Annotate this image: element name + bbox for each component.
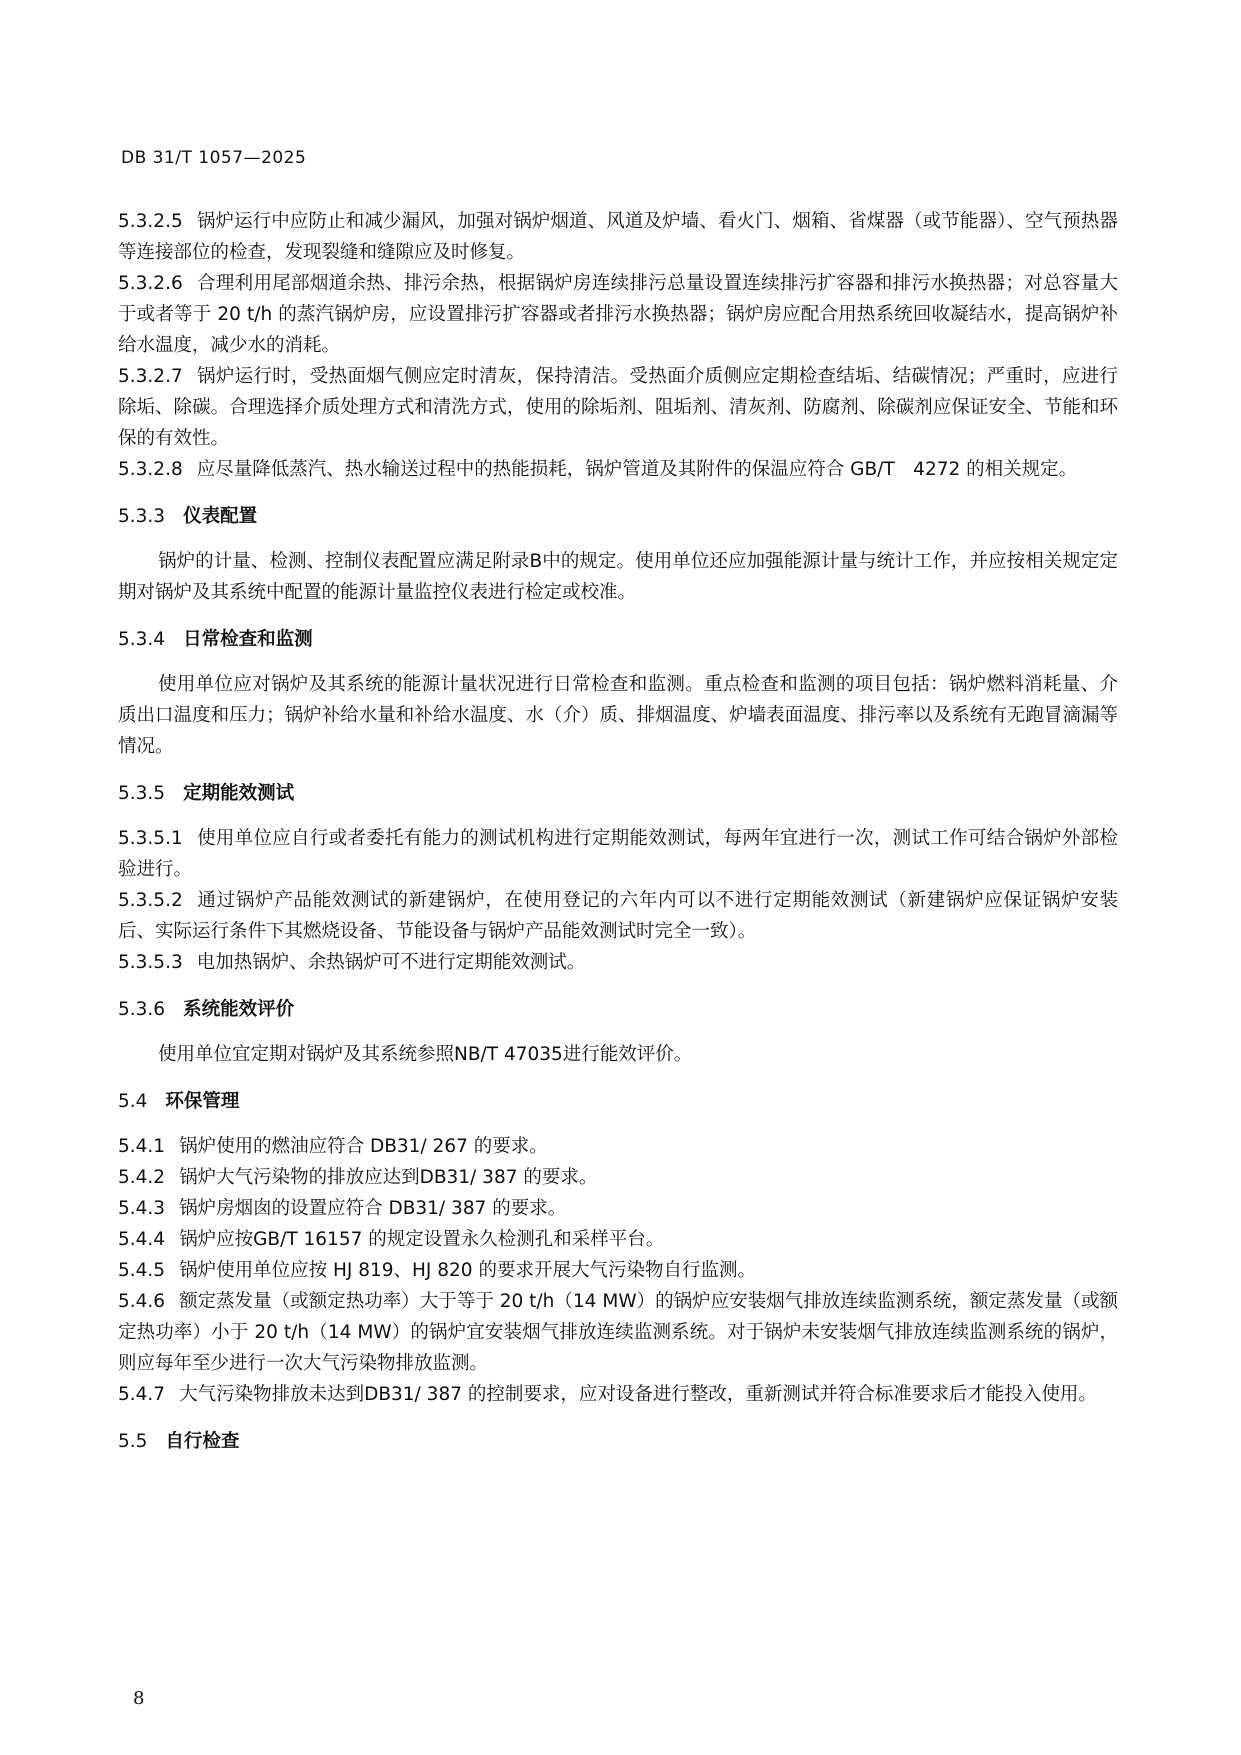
clause-number: 5.3.2.8 bbox=[118, 459, 183, 480]
heading-title: 定期能效测试 bbox=[183, 783, 295, 804]
page-number: 8 bbox=[133, 1688, 145, 1709]
body-paragraph: 使用单位应对锅炉及其系统的能源计量状况进行日常检查和监测。重点检查和监测的项目包括：锅炉燃料消耗量、介质出口温度和压力；锅炉补给水量和补给水温度、水（介）质、排烟温度、炉墙表面温度、排污率以及系统有无跑冒滴漏等情况。 bbox=[118, 674, 1118, 757]
clause-5-3-5-2 bbox=[118, 885, 1118, 947]
heading-number: 5.4 bbox=[118, 1091, 148, 1112]
section-heading-5-3-6 bbox=[118, 994, 1118, 1025]
clause-number: 5.4.3 bbox=[118, 1198, 166, 1219]
clause-number: 5.4.6 bbox=[118, 1291, 166, 1312]
clause-text: 应尽量降低蒸汽、热水输送过程中的热能损耗，锅炉管道及其附件的保温应符合 GB/T 4272 的相关规定。 bbox=[196, 459, 1078, 480]
clause-5-3-2-7 bbox=[118, 361, 1118, 454]
clause-number: 5.4.4 bbox=[118, 1229, 166, 1250]
clause-number: 5.3.5.1 bbox=[118, 828, 183, 849]
clause-5-4-6 bbox=[118, 1286, 1118, 1379]
clause-5-4-7 bbox=[118, 1379, 1118, 1410]
heading-title: 环保管理 bbox=[165, 1091, 240, 1112]
clause-number: 5.4.1 bbox=[118, 1136, 166, 1157]
heading-number: 5.3.5 bbox=[118, 783, 166, 804]
heading-title: 自行检查 bbox=[165, 1431, 240, 1452]
heading-title: 系统能效评价 bbox=[183, 999, 295, 1020]
clause-5-3-5-3 bbox=[118, 947, 1118, 978]
clause-text: 锅炉使用单位应按 HJ 819、HJ 820 的要求开展大气污染物自行监测。 bbox=[179, 1260, 756, 1281]
clause-text: 电加热锅炉、余热锅炉可不进行定期能效测试。 bbox=[196, 952, 586, 973]
clause-text: 锅炉运行时，受热面烟气侧应定时清灰，保持清洁。受热面介质侧应定期检查结垢、结碳情况；严重时，应进行除垢、除碳。合理选择介质处理方式和清洗方式，使用的除垢剂、阻垢剂、清灰剂、防腐剂、除碳剂应保证安全、节能和环保的有效性。 bbox=[118, 366, 1118, 449]
section-heading-5-3-4 bbox=[118, 624, 1118, 655]
clause-text: 大气污染物排放未达到DB31/ 387 的控制要求，应对设备进行整改，重新测试并符合标准要求后才能投入使用。 bbox=[179, 1384, 1097, 1405]
heading-number: 5.3.6 bbox=[118, 999, 166, 1020]
clause-5-4-4 bbox=[118, 1224, 1118, 1255]
section-heading-5-5 bbox=[118, 1426, 1118, 1457]
section-heading-5-4 bbox=[118, 1086, 1118, 1117]
heading-title: 仪表配置 bbox=[183, 506, 258, 527]
clause-number: 5.3.2.5 bbox=[118, 211, 183, 232]
clause-text: 锅炉应按GB/T 16157 的规定设置永久检测孔和采样平台。 bbox=[179, 1229, 665, 1250]
clause-number: 5.3.2.6 bbox=[118, 273, 183, 294]
heading-title: 日常检查和监测 bbox=[183, 629, 313, 650]
heading-number: 5.3.4 bbox=[118, 629, 166, 650]
document-id-header: DB 31/T 1057—2025 bbox=[121, 148, 307, 168]
clause-number: 5.3.5.2 bbox=[118, 890, 183, 911]
clause-5-4-1 bbox=[118, 1131, 1118, 1162]
clause-text: 锅炉运行中应防止和减少漏风，加强对锅炉烟道、风道及炉墙、看火门、烟箱、省煤器（或节能器）、空气预热器等连接部位的检查，发现裂缝和缝隙应及时修复。 bbox=[118, 211, 1118, 263]
clause-5-4-3 bbox=[118, 1193, 1118, 1224]
clause-number: 5.4.7 bbox=[118, 1384, 166, 1405]
clause-number: 5.3.5.3 bbox=[118, 952, 183, 973]
heading-number: 5.5 bbox=[118, 1431, 148, 1452]
clause-text: 合理利用尾部烟道余热、排污余热，根据锅炉房连续排污总量设置连续排污扩容器和排污水换热器；对总容量大于或者等于 20 t/h 的蒸汽锅炉房，应设置排污扩容器或者排污水换热器；锅炉房应配合用热系统回收凝结水，提高锅炉补给水温度，减少水的消耗。 bbox=[118, 273, 1118, 356]
clause-text: 锅炉大气污染物的排放应达到DB31/ 387 的要求。 bbox=[179, 1167, 598, 1188]
clause-text: 锅炉房烟囱的设置应符合 DB31/ 387 的要求。 bbox=[179, 1198, 567, 1219]
clause-5-3-2-6 bbox=[118, 268, 1118, 361]
clause-number: 5.3.2.7 bbox=[118, 366, 183, 387]
clause-text: 通过锅炉产品能效测试的新建锅炉，在使用登记的六年内可以不进行定期能效测试（新建锅炉应保证锅炉安装后、实际运行条件下其燃烧设备、节能设备与锅炉产品能效测试时完全一致）。 bbox=[118, 890, 1118, 942]
clause-number: 5.4.2 bbox=[118, 1167, 166, 1188]
clause-text: 使用单位应自行或者委托有能力的测试机构进行定期能效测试，每两年宜进行一次，测试工作可结合锅炉外部检验进行。 bbox=[118, 828, 1118, 880]
document-body bbox=[118, 206, 1118, 1457]
clause-5-3-5-1 bbox=[118, 823, 1118, 885]
clause-5-4-5 bbox=[118, 1255, 1118, 1286]
clause-5-4-2 bbox=[118, 1162, 1118, 1193]
section-heading-5-3-5 bbox=[118, 778, 1118, 809]
body-paragraph: 锅炉的计量、检测、控制仪表配置应满足附录B中的规定。使用单位还应加强能源计量与统计工作，并应按相关规定定期对锅炉及其系统中配置的能源计量监控仪表进行检定或校准。 bbox=[118, 551, 1118, 603]
clause-5-3-2-5 bbox=[118, 206, 1118, 268]
body-paragraph: 使用单位宜定期对锅炉及其系统参照NB/T 47035进行能效评价。 bbox=[158, 1044, 693, 1065]
clause-5-3-2-8 bbox=[118, 454, 1118, 485]
section-heading-5-3-3 bbox=[118, 501, 1118, 532]
heading-number: 5.3.3 bbox=[118, 506, 166, 527]
clause-number: 5.4.5 bbox=[118, 1260, 166, 1281]
clause-text: 锅炉使用的燃油应符合 DB31/ 267 的要求。 bbox=[179, 1136, 548, 1157]
clause-text: 额定蒸发量（或额定热功率）大于等于 20 t/h（14 MW）的锅炉应安装烟气排放连续监测系统，额定蒸发量（或额定热功率）小于 20 t/h（14 MW）的锅炉宜安装烟气排放连续监测系统。对于锅炉未安装烟气排放连续监测系统的锅炉，则应每年至少进行一次大气污染物排放监测。 bbox=[118, 1291, 1118, 1374]
